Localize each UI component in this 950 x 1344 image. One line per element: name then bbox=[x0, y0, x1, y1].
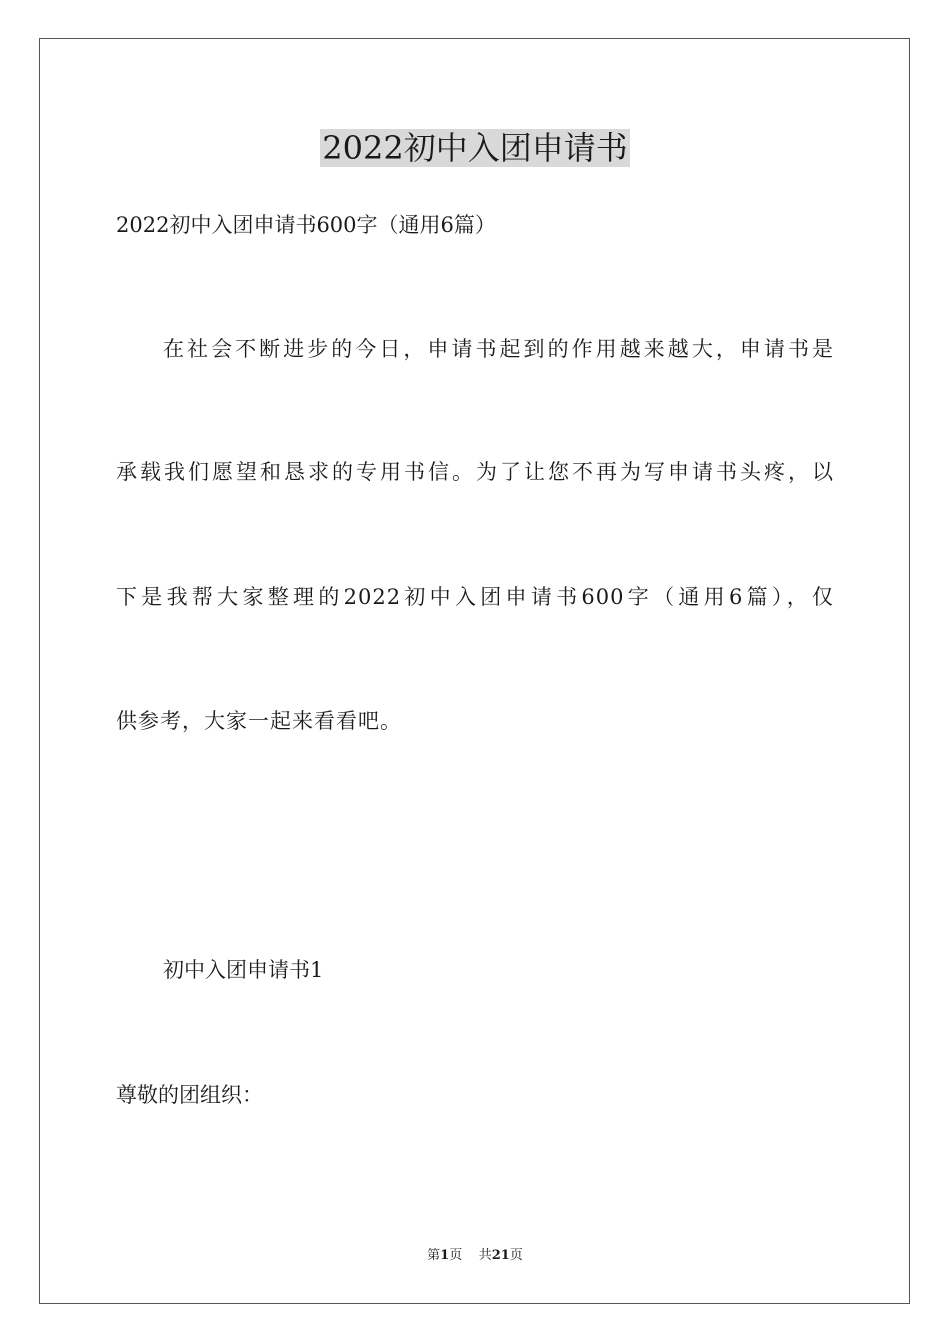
footer-page-number: 1 bbox=[440, 1248, 450, 1263]
footer-total-pages: 21 bbox=[491, 1248, 510, 1263]
footer-page-prefix: 第 bbox=[427, 1248, 441, 1263]
salutation: 尊敬的团组织： bbox=[116, 1083, 263, 1107]
intro-line-3: 下是我帮大家整理的2022初中入团申请书600字（通用6篇），仅 bbox=[116, 585, 834, 609]
document-title bbox=[0, 124, 950, 172]
document-title-text: 2022初中入团申请书 bbox=[322, 129, 628, 167]
document-subtitle: 2022初中入团申请书600字（通用6篇） bbox=[116, 213, 496, 237]
footer-total-prefix: 共 bbox=[478, 1248, 492, 1263]
intro-line-2: 承载我们愿望和恳求的专用书信。为了让您不再为写申请书头疼，以 bbox=[116, 460, 834, 484]
intro-line-4: 供参考，大家一起来看看吧。 bbox=[116, 709, 402, 733]
footer-total-suffix: 页 bbox=[509, 1248, 523, 1263]
intro-line-1: 在社会不断进步的今日，申请书起到的作用越来越大，申请书是 bbox=[163, 337, 834, 361]
section-heading: 初中入团申请书1 bbox=[163, 958, 324, 982]
page-footer bbox=[0, 1246, 950, 1266]
footer-page-suffix: 页 bbox=[449, 1248, 463, 1263]
